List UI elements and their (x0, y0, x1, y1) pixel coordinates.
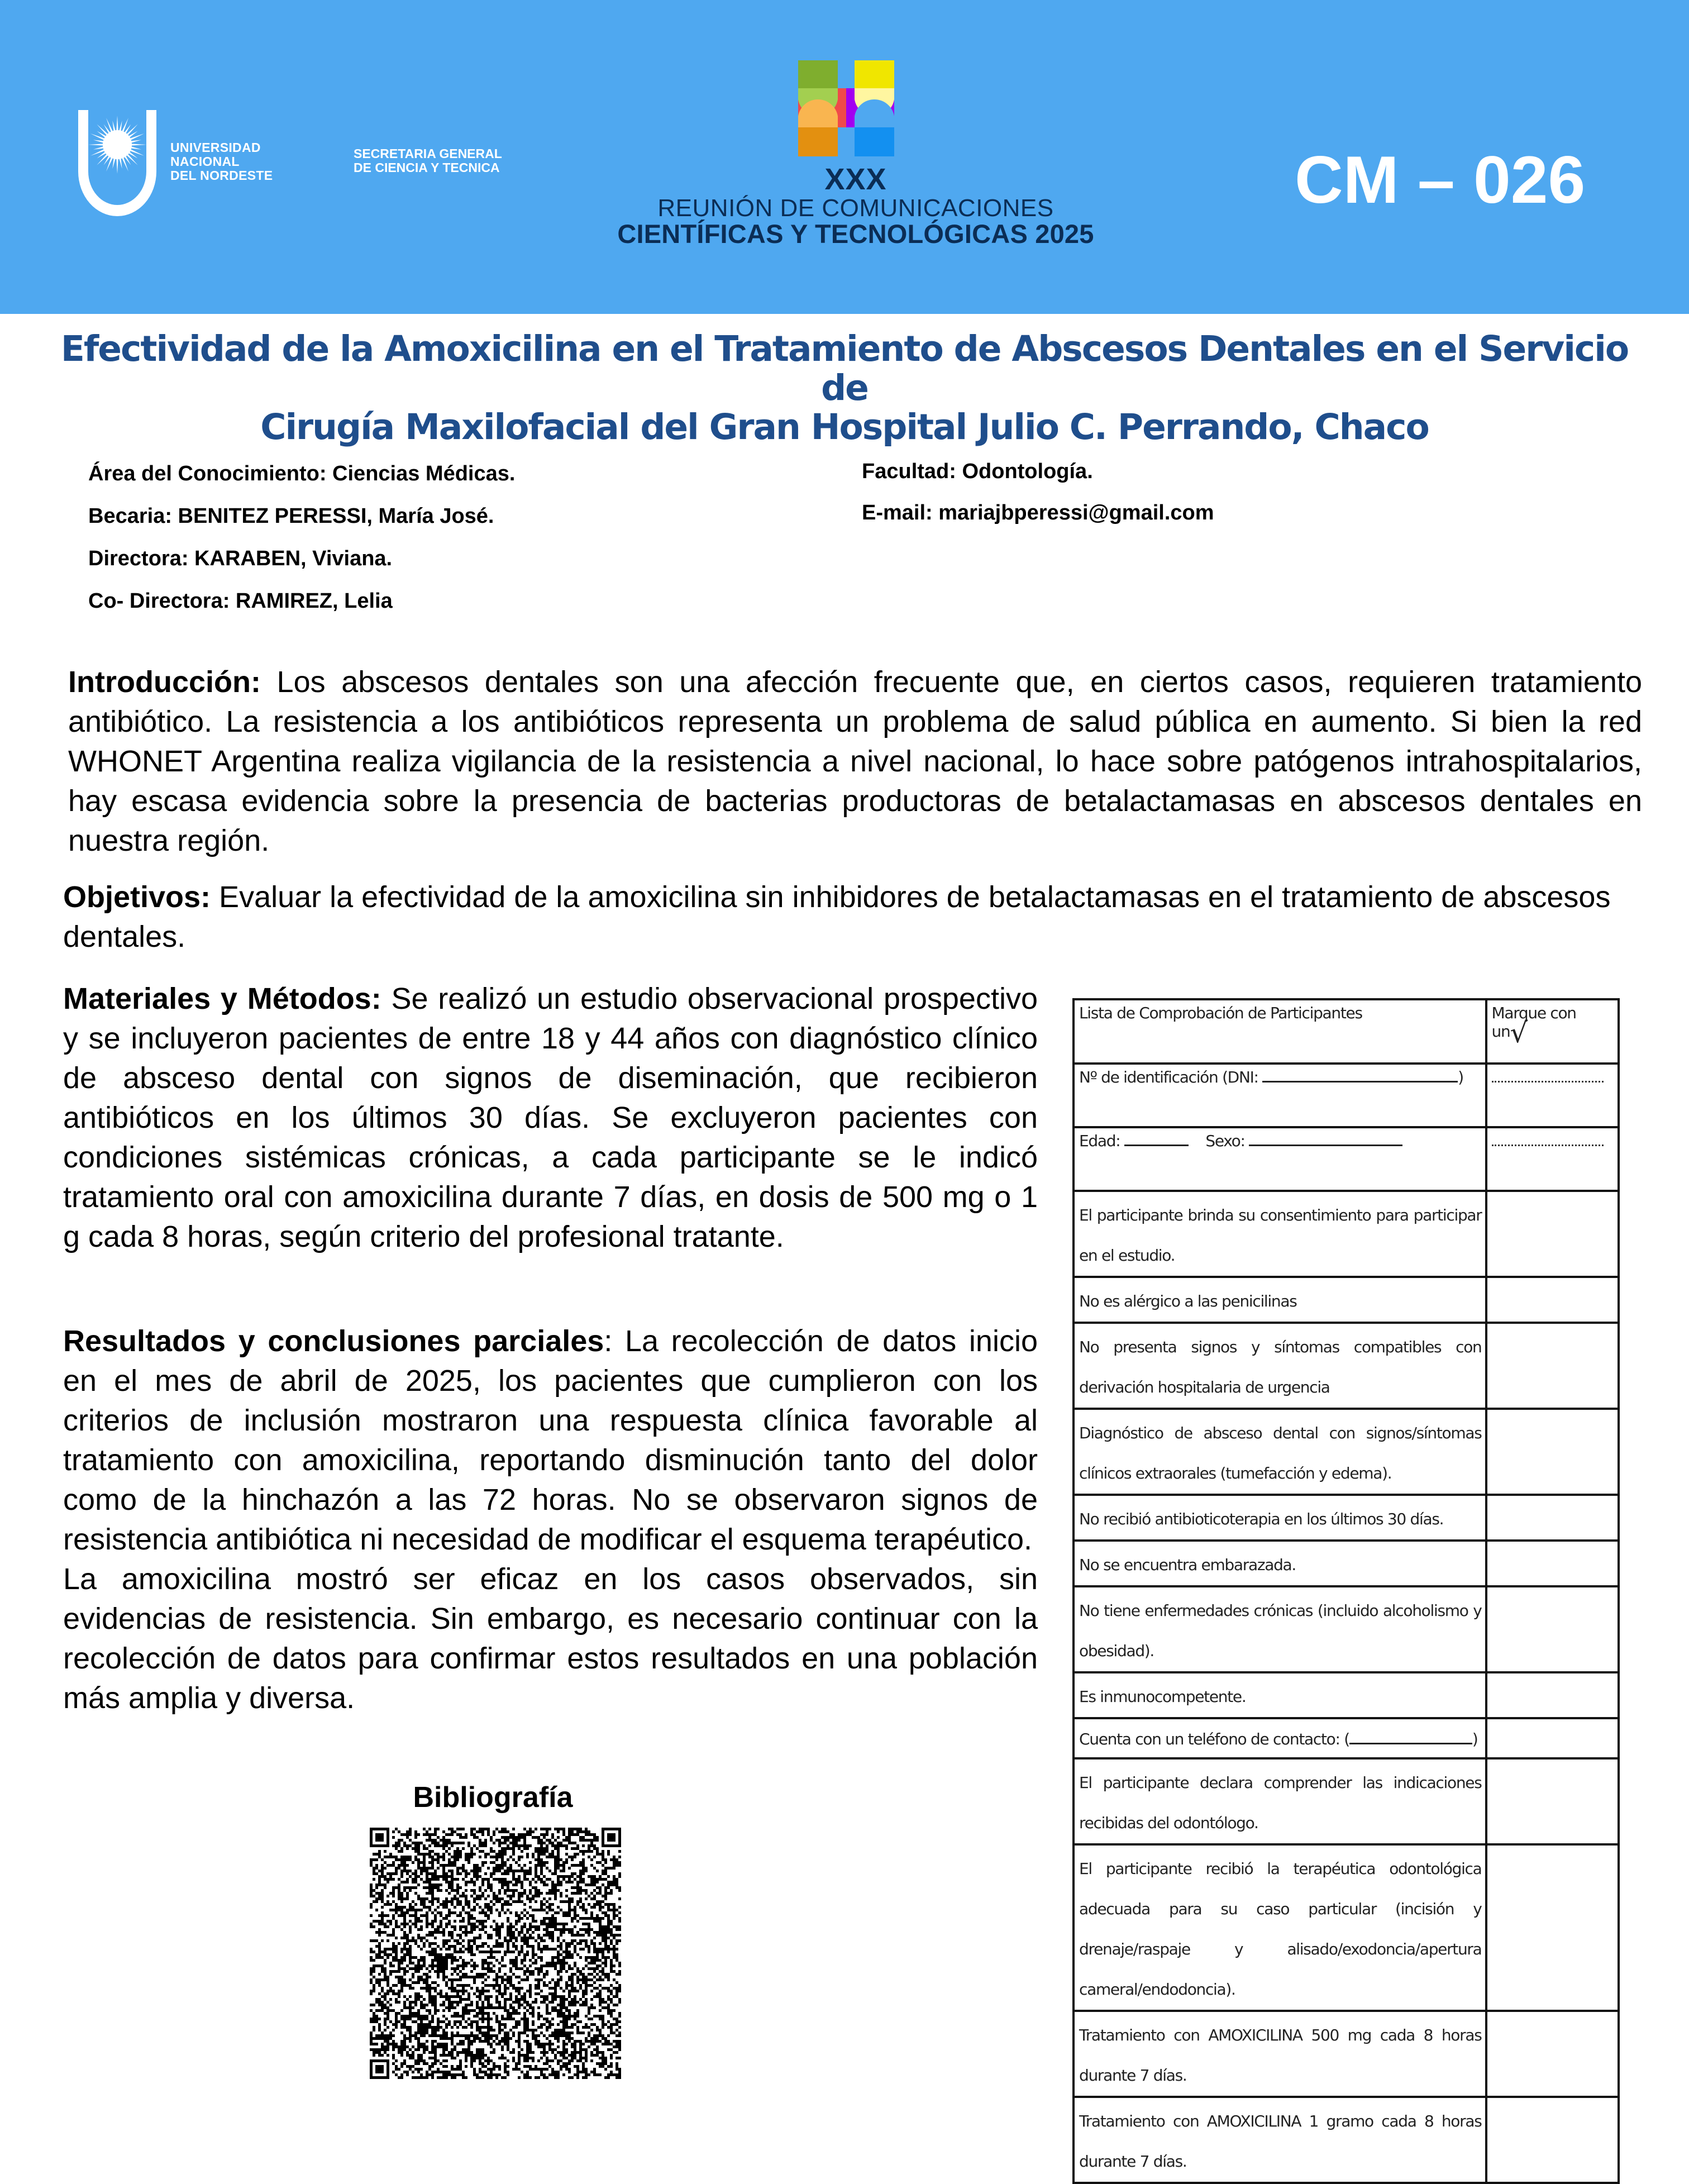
section-text: Los abscesos dentales son una afección frecuente que, en ciertos casos, requieren tratamiento antibiótico. La resistencia a los antibióticos representa un problema de salud pública en aumento. Si bien la red WHONET Argentina realiza vigilancia de la resistencia a nivel nacional, lo hace sobre patógenos intrahospitalarios, hay escasa evidencia sobre la presencia de bacterias productoras de betalactamasas en abscesos dentales en nuestra región. (68, 665, 1642, 857)
checklist-row-edad-sexo (1073, 1127, 1619, 1191)
sun-ray (126, 154, 138, 165)
checklist-criterion (1073, 1718, 1486, 1758)
section-introduccion (68, 662, 1642, 861)
checkbox-cell[interactable] (1486, 1672, 1619, 1718)
meta-email[interactable]: E-mail: mariajbperessi@gmail.com (862, 501, 1214, 524)
checklist-criterion (1073, 1323, 1486, 1409)
secretariat-line: DE CIENCIA Y TECNICA (354, 160, 500, 175)
checkbox-cell[interactable] (1486, 1409, 1619, 1495)
section-label: Objetivos: (63, 880, 211, 914)
section-conclusion-text: La amoxicilina mostró ser eficaz en los casos observados, sin evidencias de resistencia. Sin embargo, es necesario continuar con la recolección de datos para confirmar estos resultados en una población más amplia y diversa. (63, 1562, 1038, 1715)
dotted-line (1492, 1071, 1604, 1083)
checklist-row (1073, 1844, 1619, 2011)
qr-finder-pattern (602, 1828, 621, 1847)
checklist-criterion (1073, 1277, 1486, 1323)
checklist-criterion-text: No presenta signos y síntomas compatibles con derivación hospitalaria de urgencia (1079, 1338, 1482, 1396)
checklist-row (1073, 1541, 1619, 1586)
checklist-row (1073, 1277, 1619, 1323)
checklist-criterion-text: No es alérgico a las penicilinas (1079, 1292, 1297, 1310)
dni-close: ) (1458, 1068, 1463, 1086)
mark-header (1486, 999, 1619, 1064)
sun-ray (88, 144, 104, 145)
checklist-criterion-text: Tratamiento con AMOXICILINA 500 mg cada 8 horas durante 7 días. (1079, 2026, 1482, 2085)
dni-cell (1073, 1064, 1486, 1127)
edad-input[interactable] (1124, 1133, 1189, 1146)
checklist-header-label: Lista de Comprobación de Participantes (1079, 1004, 1362, 1022)
checkbox-cell[interactable] (1486, 1758, 1619, 1844)
checkbox-cell[interactable] (1486, 2097, 1619, 2183)
section-text: Evaluar la efectividad de la amoxicilina sin inhibidores de betalactamasas en el tratamiento de abscesos dentales. (63, 880, 1611, 953)
university-line: UNIVERSIDAD (170, 140, 261, 155)
checkbox-cell[interactable] (1486, 1495, 1619, 1541)
checklist-criterion-text: El participante declara comprender las indicaciones recibidas del odontólogo. (1079, 1773, 1482, 1832)
secretariat-line: SECRETARIA GENERAL (354, 146, 502, 161)
checklist-criterion (1073, 1758, 1486, 1844)
section-resultados (63, 1322, 1038, 1718)
qr-code-icon[interactable] (370, 1828, 621, 2079)
section-objetivos (63, 878, 1644, 957)
phone-close: ) (1472, 1730, 1478, 1748)
congress-logo-icon (798, 60, 894, 156)
checklist-criterion-text: No tiene enfermedades crónicas (incluido alcoholismo y obesidad). (1079, 1601, 1482, 1660)
dotted-line (1492, 1134, 1604, 1146)
unne-logo-icon (78, 110, 156, 217)
sun-ray (93, 140, 104, 143)
meta-codirectora: Co- Directora: RAMIREZ, Lelia (88, 589, 393, 613)
sun-ray (130, 146, 141, 150)
dni-mark-cell (1486, 1064, 1619, 1127)
sun-ray (112, 158, 116, 169)
checklist-criterion-text: No se encuentra embarazada. (1079, 1556, 1296, 1574)
meta-facultad: Facultad: Odontología. (862, 460, 1093, 483)
checklist-row (1073, 2097, 1619, 2183)
participant-checklist (1072, 998, 1620, 2184)
sun-ray (116, 116, 118, 131)
secretariat-name (354, 147, 502, 175)
dni-label: Nº de identificación (DNI: (1079, 1068, 1258, 1086)
phone-label: Cuenta con un teléfono de contacto: ( (1079, 1730, 1349, 1748)
mark-header-label: Marque con un (1491, 1004, 1576, 1041)
checklist-criterion (1073, 1586, 1486, 1672)
checkbox-cell[interactable] (1486, 2011, 1619, 2097)
poster-code: CM – 026 (1295, 142, 1586, 217)
sexo-input[interactable] (1249, 1133, 1402, 1146)
university-line: DEL NORDESTE (170, 168, 273, 183)
bibliografia-heading: Bibliografía (413, 1781, 573, 1814)
checklist-row (1073, 1586, 1619, 1672)
qr-finder-pattern (370, 2059, 389, 2079)
checklist-row (1073, 1323, 1619, 1409)
checklist-row (1073, 1409, 1619, 1495)
university-line: NACIONAL (170, 154, 240, 169)
checklist-criterion-text: No recibió antibioticoterapia en los últimos 30 días. (1079, 1510, 1444, 1528)
checklist-criterion (1073, 1844, 1486, 2011)
check-mark-icon: √ (1510, 1017, 1527, 1049)
phone-input[interactable] (1349, 1732, 1472, 1744)
title-line: Cirugía Maxilofacial del Gran Hospital Julio C. Perrando, Chaco (260, 407, 1429, 447)
checkbox-cell[interactable] (1486, 1718, 1619, 1758)
checklist-row (1073, 1672, 1619, 1718)
checkbox-cell[interactable] (1486, 1844, 1619, 2011)
section-text: Se realizó un estudio observacional prospectivo y se incluyeron pacientes de entre 18 y 44 años con diagnóstico clínico de absceso dental con signos de diseminación, que recibieron antibióticos en los últimos 30 días. Se excluyeron pacientes con condiciones sistémicas crónicas, a cada participante se le indicó tratamiento oral con amoxicilina durante 7 días, en dosis de 500 mg o 1 g cada 8 horas, según criterio del profesional tratante. (63, 982, 1038, 1253)
checklist-header-row (1073, 999, 1619, 1064)
sun-ray (131, 144, 146, 145)
section-text: : La recolección de datos inicio en el mes de abril de 2025, los pacientes que cumplieron con los criterios de inclusión mostraron una respuesta clínica favorable al tratamiento con amoxicilina, reportando disminución tanto del dolor como de la hinchazón a las 72 horas. No se observaron signos de resistencia antibiótica ni necesidad de modificar el esquema terapéutico. (63, 1324, 1038, 1556)
section-label: Introducción: (68, 665, 261, 699)
checklist-criterion-text: Diagnóstico de absceso dental con signos/síntomas clínicos extraorales (tumefacción y edema). (1079, 1424, 1482, 1482)
checklist-criterion (1073, 1541, 1486, 1586)
checklist-row (1073, 1718, 1619, 1758)
checklist-criterion (1073, 1495, 1486, 1541)
checklist-row (1073, 1495, 1619, 1541)
sun-ray (119, 121, 122, 132)
checkbox-cell[interactable] (1486, 1586, 1619, 1672)
header-banner (0, 0, 1689, 314)
checklist-criterion-text: Tratamiento con AMOXICILINA 1 gramo cada 8 horas durante 7 días. (1079, 2112, 1482, 2171)
sun-ray (112, 121, 116, 132)
congress-edition: XXX (824, 163, 887, 196)
qr-finder-pattern (370, 1828, 389, 1847)
checkbox-cell[interactable] (1486, 1323, 1619, 1409)
meta-becaria: Becaria: BENITEZ PERESSI, María José. (88, 504, 494, 528)
checklist-row-dni (1073, 1064, 1619, 1127)
checklist-criterion-text: Es inmunocompetente. (1079, 1687, 1246, 1706)
sun-ray (97, 154, 108, 165)
checklist-criterion (1073, 2011, 1486, 2097)
meta-area: Área del Conocimiento: Ciencias Médicas. (88, 462, 516, 485)
checkbox-cell[interactable] (1486, 1277, 1619, 1323)
checklist-row (1073, 2011, 1619, 2097)
sun-ray (116, 158, 118, 174)
edad-label: Edad: (1079, 1132, 1120, 1150)
title-line: Efectividad de la Amoxicilina en el Tratamiento de Abscesos Dentales en el Servicio de (60, 328, 1629, 408)
meta-directora: Directora: KARABEN, Viviana. (88, 547, 393, 570)
university-name (170, 141, 273, 183)
congress-title-line1: REUNIÓN DE COMUNICACIONES (657, 194, 1054, 222)
edad-sexo-cell (1073, 1127, 1486, 1191)
checklist-row (1073, 1758, 1619, 1844)
checklist-header (1073, 999, 1486, 1064)
section-label: Materiales y Métodos: (63, 982, 381, 1015)
checklist-criterion-text: El participante brinda su consentimiento para participar en el estudio. (1079, 1206, 1482, 1265)
dni-input[interactable] (1262, 1070, 1458, 1083)
sun-ray (93, 146, 104, 150)
checklist-row (1073, 1191, 1619, 1277)
checkbox-cell[interactable] (1486, 1191, 1619, 1277)
checklist-criterion (1073, 1672, 1486, 1718)
section-label: Resultados y conclusiones parciales (63, 1324, 604, 1358)
sun-ray (97, 124, 108, 136)
sun-ray (126, 124, 138, 136)
checklist-criterion (1073, 1191, 1486, 1277)
checklist-criterion (1073, 1409, 1486, 1495)
poster-title (56, 330, 1633, 447)
checkbox-cell[interactable] (1486, 1541, 1619, 1586)
sun-ray (119, 158, 122, 169)
sexo-label: Sexo: (1205, 1132, 1245, 1150)
checklist-criterion (1073, 2097, 1486, 2183)
section-materiales (63, 979, 1038, 1257)
sun-ray (130, 140, 141, 143)
edad-mark-cell (1486, 1127, 1619, 1191)
qr-modules (370, 1828, 621, 2079)
congress-title-line2: CIENTÍFICAS Y TECNOLÓGICAS 2025 (617, 219, 1094, 249)
checklist-criterion-text: El participante recibió la terapéutica odontológica adecuada para su caso particular (incisión y drenaje/raspaje y alisado/exodoncia/apertura cameral/endodoncia). (1079, 1859, 1482, 1999)
